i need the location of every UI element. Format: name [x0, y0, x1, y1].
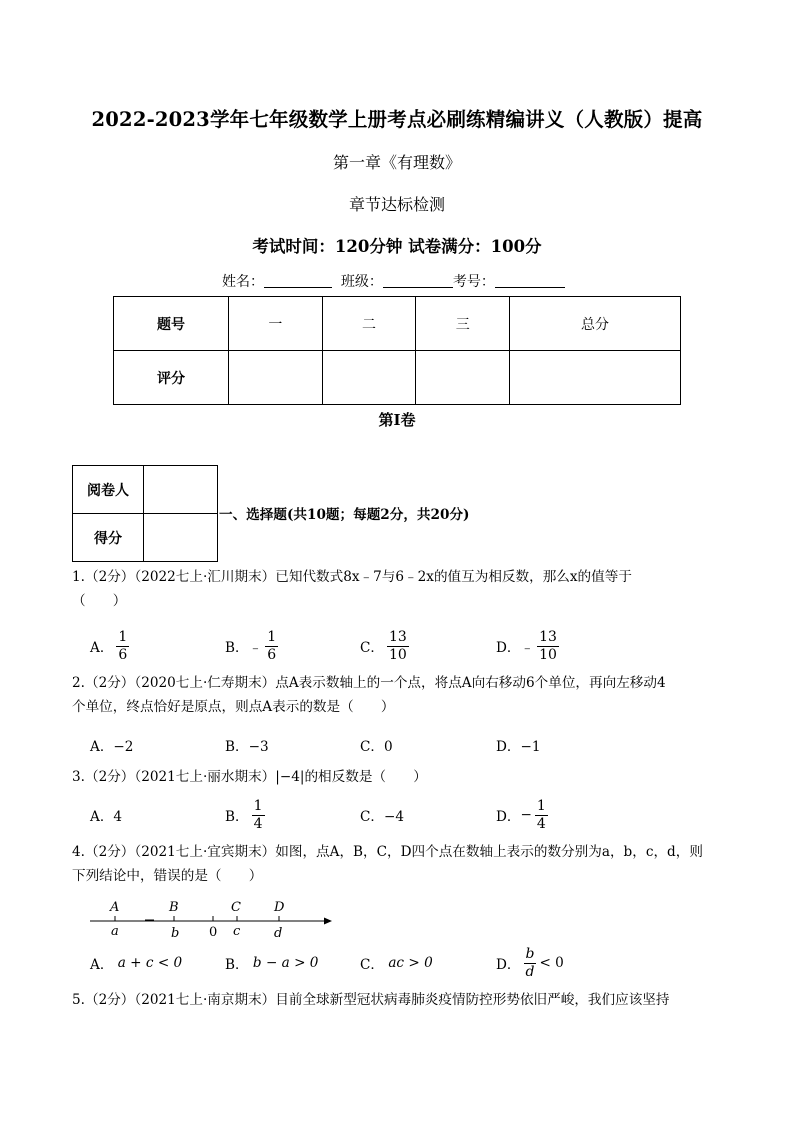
score-row-label: 评分	[114, 351, 229, 405]
question-2	[72, 671, 666, 719]
option-d[interactable]: D． $\frac{b}{d}$ < 0	[496, 945, 564, 980]
document-title: 2022-2023学年七年级数学上册考点必刷练精编讲义（人教版）提高	[91, 108, 703, 131]
point-label-D: D	[274, 900, 285, 915]
score-table-score-row	[114, 351, 681, 405]
name-label: 姓名：	[222, 274, 264, 290]
name-blank[interactable]	[264, 273, 332, 288]
question-text-cont: 个单位，终点恰好是原点，则点A表示的数是（ ）	[72, 699, 395, 715]
option-a[interactable]: A． $\frac{1}{6}$	[90, 628, 128, 663]
question-text-cont: （ ）	[72, 593, 127, 609]
point-label-B: B	[169, 900, 179, 915]
option-b[interactable]: B．−3	[225, 739, 269, 755]
arrow-right-icon	[324, 918, 332, 925]
option-b[interactable]: B． b − a > 0	[225, 955, 319, 973]
question-text-cont: 下列结论中，错误的是（ ）	[72, 868, 263, 884]
option-d[interactable]: D． ﹣ $\frac{13}{10}$	[496, 628, 557, 663]
chapter-title: 第一章《有理数》	[332, 153, 461, 172]
class-blank[interactable]	[383, 273, 453, 288]
option-c[interactable]: C． $\frac{13}{10}$	[360, 628, 407, 663]
score-table-cell: 三	[416, 297, 510, 351]
score-table	[113, 296, 681, 405]
number-line-figure	[86, 895, 336, 941]
reader-label: 阅卷人	[73, 466, 144, 514]
score-table-cell: 题号	[114, 297, 229, 351]
option-c[interactable]: C． ac > 0	[360, 955, 433, 973]
option-a[interactable]: A． a + c < 0	[90, 955, 183, 973]
time-info: 考试时间：120分钟 试卷满分：100分	[252, 237, 542, 256]
score-table-cell: 一	[229, 297, 323, 351]
value-label-b: b	[171, 926, 180, 941]
point-label-A: A	[110, 900, 120, 915]
score-table-cell: 二	[322, 297, 416, 351]
test-name: 章节达标检测	[348, 195, 445, 214]
reader-cell[interactable]	[144, 466, 218, 514]
class-label: 班级：	[340, 274, 383, 290]
option-a[interactable]: A．−2	[90, 739, 134, 755]
score-input-cell[interactable]	[416, 351, 510, 405]
option-c[interactable]: C．−4	[360, 809, 405, 825]
option-b[interactable]: B． $\frac{1}{4}$	[225, 797, 263, 832]
score-table-header-row	[114, 297, 681, 351]
id-label: 考号：	[452, 274, 495, 290]
question-3	[72, 765, 427, 789]
value-label-a: a	[111, 924, 119, 939]
option-d[interactable]: D． − $\frac{1}{4}$	[496, 797, 546, 832]
value-label-d: d	[274, 926, 283, 941]
id-blank[interactable]	[495, 273, 565, 288]
score-input-cell[interactable]	[510, 351, 681, 405]
score-input-cell[interactable]	[229, 351, 323, 405]
option-a[interactable]: A．4	[90, 809, 123, 825]
question-text: 3.（2分）（2021七上·丽水期末）|−4|的相反数是（ ）	[72, 769, 427, 785]
question-text: 2.（2分）（2020七上·仁寿期末）点A表示数轴上的一个点，将点A向右移动6个单位，再向左移动4	[72, 675, 666, 691]
question-5	[72, 988, 669, 1012]
option-c[interactable]: C．0	[360, 739, 393, 755]
score-label: 得分	[73, 514, 144, 562]
point-label-C: C	[231, 900, 241, 915]
score-table-cell: 总分	[510, 297, 681, 351]
question-text: 1.（2分）（2022七上·汇川期末）已知代数式8x﹣7与6﹣2x的值互为相反数，那么x的值等于	[72, 569, 632, 585]
score-input-cell[interactable]	[322, 351, 416, 405]
option-d[interactable]: D．−1	[496, 739, 541, 755]
question-4	[72, 840, 703, 888]
grader-table	[72, 465, 218, 562]
question-text: 4.（2分）（2021七上·宜宾期末）如图，点A，B，C，D四个点在数轴上表示的数分别为a，b，c，d，则	[72, 844, 703, 860]
section1-title: 一、选择题(共10题；每题2分，共20分)	[219, 507, 470, 523]
option-b[interactable]: B． ﹣ $\frac{1}{6}$	[225, 628, 277, 663]
student-info-line	[222, 271, 565, 291]
question-text: 5.（2分）（2021七上·南京期末）目前全球新型冠状病毒肺炎疫情防控形势依旧严峻，我们应该坚持	[72, 992, 670, 1008]
volume-label: 第Ⅰ卷	[378, 411, 416, 429]
score-cell[interactable]	[144, 514, 218, 562]
question-1	[72, 565, 632, 613]
value-label-zero: 0	[209, 925, 218, 940]
value-label-c: c	[233, 924, 241, 939]
